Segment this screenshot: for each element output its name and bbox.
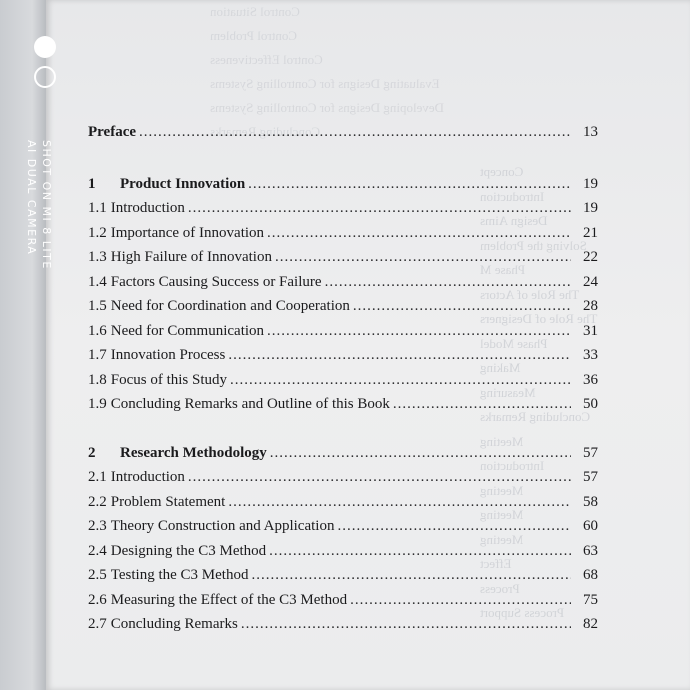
section-number: 2.1 [88, 469, 107, 485]
toc-entry [88, 225, 598, 249]
toc-entry-preface [88, 124, 598, 148]
toc-entry [88, 592, 598, 616]
section-title: Introduction [110, 469, 185, 485]
bleed-through-line: Process [480, 580, 520, 596]
section-number: 2.2 [88, 493, 107, 510]
section-title: Concluding Remarks [110, 616, 238, 632]
chapter-title: Product Innovation [120, 176, 246, 192]
section-number: 2.4 [88, 542, 107, 559]
toc-entry [88, 518, 598, 542]
section-number: 1.6 [88, 322, 107, 339]
bleed-through-line: Concluding Remarks [210, 124, 321, 139]
bleed-through-line: Process Support [480, 605, 565, 620]
toc-entry-page: 57 [583, 469, 598, 485]
bleed-through-line: Phase M [480, 262, 526, 277]
leader-dots [275, 249, 571, 266]
bleed-through-line: Measuring [480, 384, 536, 400]
leader-dots [241, 616, 571, 633]
leader-dots [139, 124, 571, 141]
section-number: 1.2 [88, 224, 107, 241]
section-number: 1.4 [88, 273, 107, 290]
toc-entry-page: 36 [583, 371, 598, 388]
leader-dots [393, 396, 571, 413]
toc-entry [88, 372, 598, 396]
leader-dots [269, 543, 571, 560]
section-title: Designing the C3 Method [110, 542, 267, 559]
toc-entry-page: 21 [583, 224, 598, 241]
toc-entry-page: 75 [583, 591, 598, 608]
chapter-number: 2 [88, 444, 96, 461]
leader-dots [228, 347, 571, 364]
leader-dots [228, 494, 571, 511]
bleed-through-line: Meeting [480, 433, 524, 449]
toc-entry-page: 50 [583, 396, 598, 412]
toc-entry-page: 28 [583, 298, 598, 314]
bleed-through-line: Introduction [480, 458, 545, 473]
bleed-through-line: Concept [480, 164, 524, 179]
watermark-line-1: SHOT ON MI 8 LITE [40, 140, 53, 270]
section-title: Introduction [110, 200, 185, 216]
toc-entry-page: 19 [583, 200, 598, 216]
toc-entry-page: 58 [583, 493, 598, 510]
toc-entry [88, 396, 598, 420]
chapter-number: 1 [88, 176, 96, 192]
toc-entry-title: Preface [88, 124, 137, 140]
leader-dots [353, 298, 571, 315]
bleed-through-line: Meeting [480, 482, 524, 498]
section-number: 1.5 [88, 298, 107, 314]
toc-entry-page: 13 [583, 124, 598, 140]
leader-dots [188, 200, 571, 217]
leader-dots [350, 592, 571, 609]
toc-entry [88, 494, 598, 518]
toc-entry-page: 63 [583, 542, 598, 559]
section-title: Importance of Innovation [110, 224, 265, 241]
camera-ring-icon [34, 66, 56, 88]
toc-entry [88, 323, 598, 347]
section-number: 1.8 [88, 371, 107, 388]
toc-entry [88, 469, 598, 493]
bleed-through-line: Making [480, 360, 521, 375]
bleed-through-line: The Role of Actors [480, 286, 580, 302]
bleed-through-line: Evaluating Designs for Controlling Systems [210, 76, 440, 91]
section-number: 2.6 [88, 591, 107, 608]
bleed-through-line: Introduction [480, 188, 545, 204]
section-number: 1.1 [88, 200, 107, 216]
bleed-through-line: Control Effectiveness [210, 52, 323, 67]
toc-entry-page: 60 [583, 518, 598, 534]
leader-dots [337, 518, 571, 535]
bleed-through-line: Control Situation [210, 4, 300, 19]
leader-dots [325, 274, 571, 291]
bleed-through-line: Effect [480, 556, 512, 571]
leader-dots [188, 469, 571, 486]
toc-entry-page: 24 [583, 273, 598, 290]
watermark-line-2: AI DUAL CAMERA [25, 140, 38, 256]
watermark-text [24, 140, 54, 270]
section-title: Innovation Process [110, 347, 226, 363]
bleed-through-line: Solving the Problem [480, 237, 587, 253]
toc-entry-page: 57 [583, 444, 598, 461]
toc-entry-page: 22 [583, 249, 598, 265]
section-number: 1.3 [88, 249, 107, 265]
section-title: Problem Statement [110, 493, 226, 510]
leader-dots [251, 567, 571, 584]
bleed-through-line: Meeting [480, 507, 524, 522]
bleed-through-line: Concluding Remarks [480, 409, 591, 424]
toc-entry [88, 274, 598, 298]
section-number: 1.9 [88, 396, 107, 412]
leader-dots [270, 445, 571, 462]
toc-chapter-1 [88, 176, 598, 200]
section-number: 2.7 [88, 616, 107, 632]
chapter-title: Research Methodology [120, 444, 267, 461]
bleed-through-line: Control Problem [210, 28, 298, 43]
toc-entry-page: 33 [583, 347, 598, 363]
camera-watermark [25, 32, 70, 292]
camera-lens-icon [34, 36, 56, 58]
section-title: Testing the C3 Method [110, 567, 249, 583]
section-title: Focus of this Study [110, 371, 228, 388]
bleed-through-line: The Role of Designers [480, 311, 598, 326]
toc-entry [88, 249, 598, 273]
section-title: High Failure of Innovation [110, 249, 272, 265]
bleed-through-line: Design Aims [480, 213, 548, 228]
section-title: Concluding Remarks and Outline of this Book [110, 396, 390, 412]
toc-entry [88, 616, 598, 640]
toc-entry [88, 347, 598, 371]
bleed-through-line: Developing Designs for Controlling Systems [210, 100, 444, 115]
toc-entry [88, 200, 598, 224]
section-number: 2.3 [88, 518, 107, 534]
toc-entry-page: 68 [583, 567, 598, 583]
section-title: Theory Construction and Application [110, 518, 335, 534]
section-title: Need for Communication [110, 322, 265, 339]
toc-entry-page: 82 [583, 616, 598, 632]
leader-dots [248, 176, 571, 193]
bleed-through-line: Phase Model [480, 335, 548, 351]
section-title: Measuring the Effect of the C3 Method [110, 591, 348, 608]
section-number: 1.7 [88, 347, 107, 363]
leader-dots [267, 225, 571, 242]
leader-dots [230, 372, 571, 389]
section-number: 2.5 [88, 567, 107, 583]
section-title: Factors Causing Success or Failure [110, 273, 322, 290]
bleed-through-line: Meeting [480, 531, 524, 547]
toc-entry [88, 543, 598, 567]
section-title: Need for Coordination and Cooperation [110, 298, 350, 314]
toc-entry-page: 19 [583, 176, 598, 192]
toc-chapter-2 [88, 445, 598, 469]
toc-entry [88, 298, 598, 322]
leader-dots [267, 323, 571, 340]
toc-entry-page: 31 [583, 322, 598, 339]
toc-entry [88, 567, 598, 591]
